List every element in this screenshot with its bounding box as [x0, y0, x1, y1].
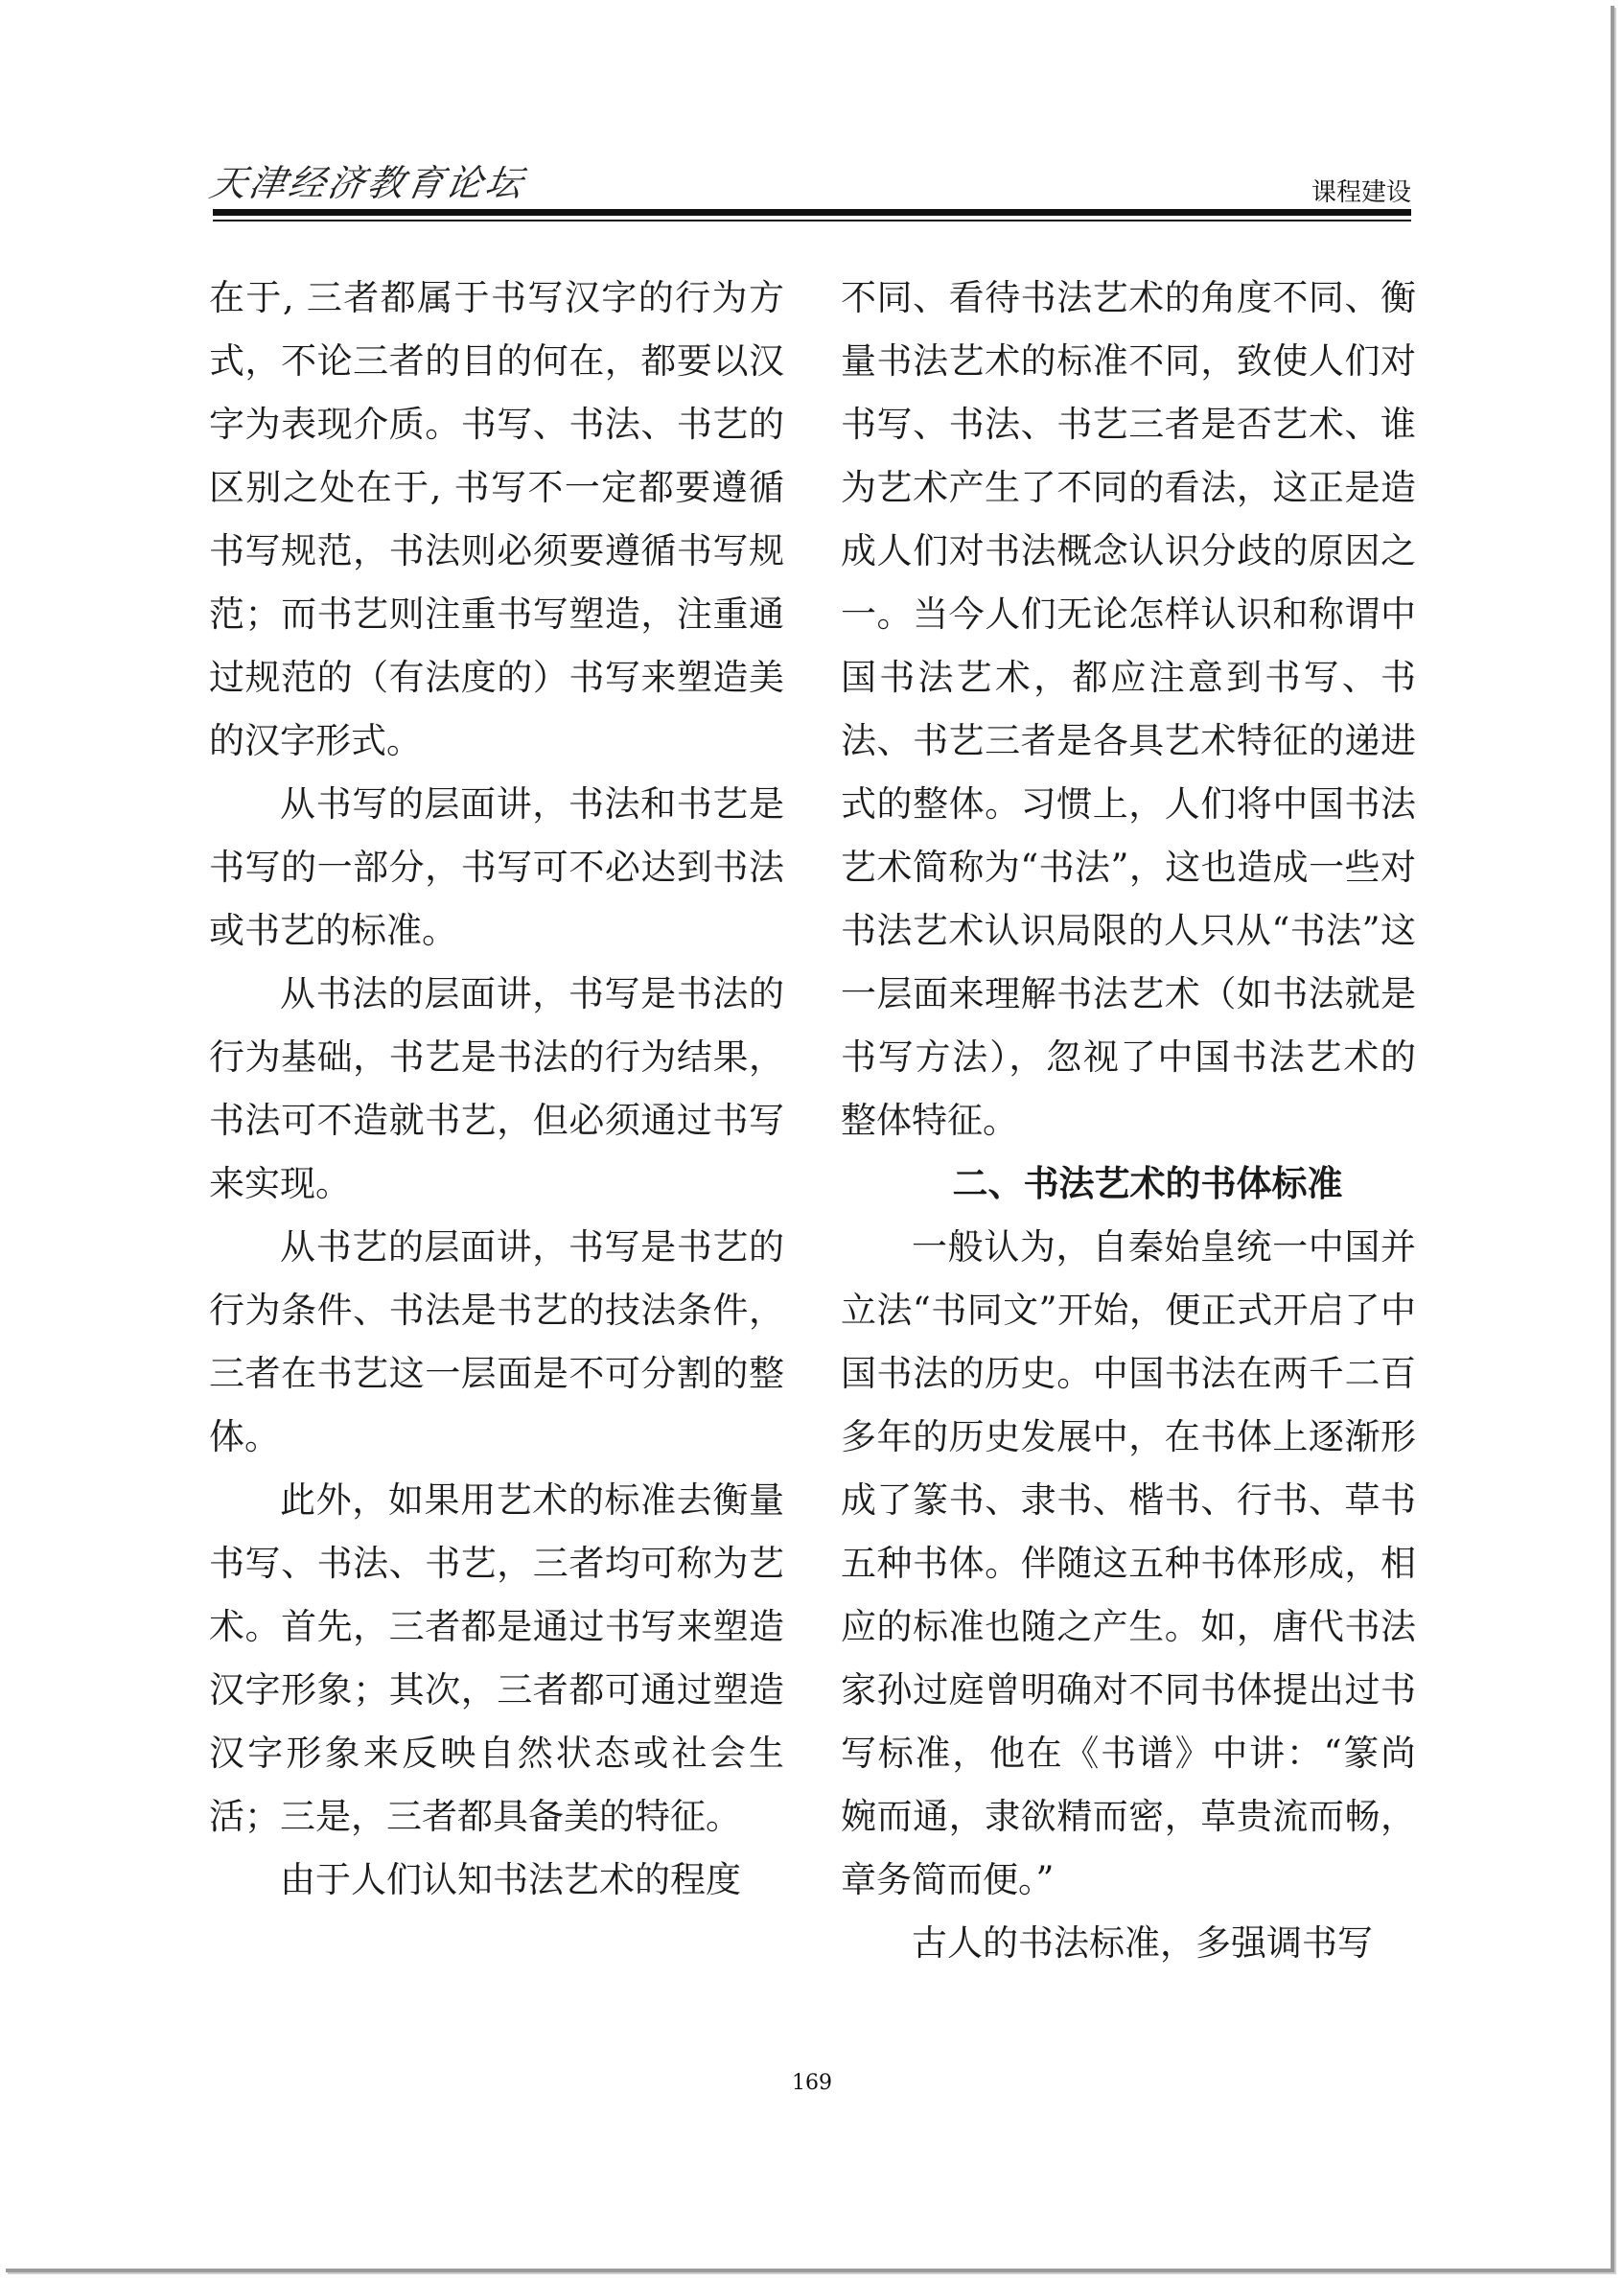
paragraph: 不同、看待书法艺术的角度不同、衡量书法艺术的标准不同，致使人们对书写、书法、书艺三者是否艺术、谁为艺术产生了不同的看法，这正是造成人们对书法概念认识分歧的原因之一。当今人们无论怎样认识和称谓中国书法艺术，都应注意到书写、书法、书艺三者是各具艺术特征的递进式的整体。习惯上，人们将中国书法艺术简称为“书法”，这也造成一些对书法艺术认识局限的人只从“书法”这一层面来理解书法艺术（如书法就是书写方法），忽视了中国书法艺术的整体特征。: [841, 277, 1416, 1141]
paragraph: 在于, 三者都属于书写汉字的行为方式，不论三者的目的何在，都要以汉字为表现介质。书写、书法、书艺的区别之处在于, 书写不一定都要遵循书写规范，书法则必须要遵循书写规范；而书艺则注重书写塑造，注重通过规范的（有法度的）书写来塑造美的汉字形式。: [209, 277, 784, 761]
paragraph: 一般认为，自秦始皇统一中国并立法“书同文”开始，便正式开启了中国书法的历史。中国书法在两千二百多年的历史发展中，在书体上逐渐形成了篆书、隶书、楷书、行书、草书五种书体。伴随这五种书体形成，相应的标准也随之产生。如，唐代书法家孙过庭曾明确对不同书体提出过书写标准，他在《书谱》中讲：“篆尚婉而通，隶欲精而密，草贵流而畅，章务简而便。”: [841, 1226, 1416, 1900]
paragraph: 由于人们认知书法艺术的程度: [280, 1859, 741, 1900]
section-heading: 二、书法艺术的书体标准: [952, 1163, 1343, 1204]
section-label: 课程建设: [1311, 178, 1411, 207]
paragraph: 从书写的层面讲，书法和书艺是书写的一部分，书写可不必达到书法或书艺的标准。: [209, 783, 784, 951]
paragraph: 古人的书法标准，多强调书写: [912, 1922, 1373, 1964]
right-column: [841, 267, 1416, 1975]
paragraph: 从书法的层面讲，书写是书法的行为基础，书艺是书法的行为结果，书法可不造就书艺，但必须通过书写来实现。: [209, 973, 784, 1204]
left-column: [209, 267, 784, 1912]
journal-logo: 天津经济教育论坛: [206, 162, 529, 204]
paragraph: 从书艺的层面讲，书写是书艺的行为条件、书法是书艺的技法条件，三者在书艺这一层面是不可分割的整体。: [209, 1226, 784, 1457]
paragraph: 此外，如果用艺术的标准去衡量书写、书法、书艺，三者均可称为艺术。首先，三者都是通过书写来塑造汉字形象；其次，三者都可通过塑造汉字形象来反映自然状态或社会生活；三是，三者都具备美的特征。: [209, 1479, 784, 1837]
page-number: 169: [792, 2071, 832, 2095]
header-rule-thick: [213, 209, 1411, 216]
header-rule-thin: [213, 220, 1411, 221]
